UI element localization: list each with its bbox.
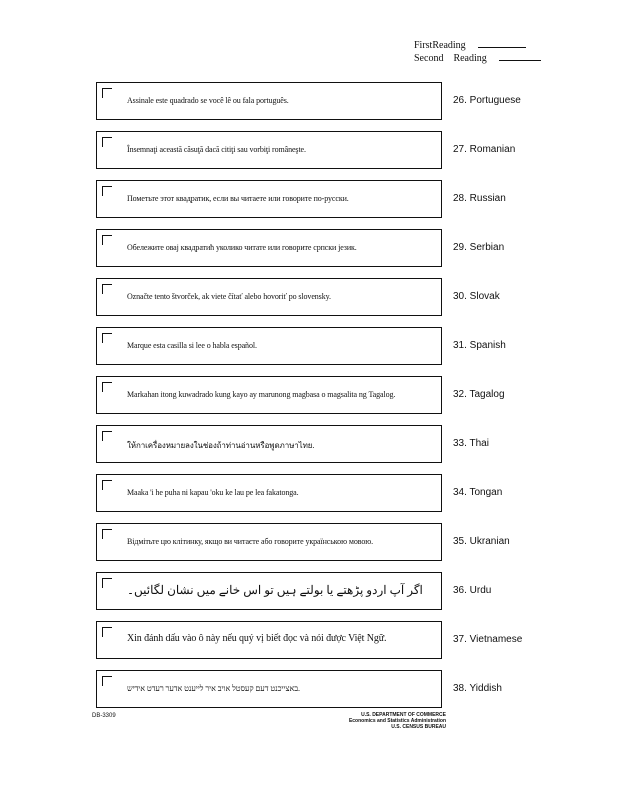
language-phrase-box — [96, 229, 442, 267]
language-row — [96, 180, 526, 220]
language-row — [96, 327, 526, 367]
phrase-text: اگر آپ اردو پڑھتے یا بولتے ہیں تو اس خانے میں نشان لگائیں۔ — [127, 583, 423, 597]
department-name: U.S. DEPARTMENT OF COMMERCE — [361, 712, 446, 718]
language-phrase-box — [96, 523, 442, 561]
language-phrase-box — [96, 425, 442, 463]
checkbox[interactable] — [102, 88, 112, 98]
first-reading-label: FirstReading — [414, 40, 466, 51]
checkbox[interactable] — [102, 529, 112, 539]
phrase-text: באצייכנט דעם קעסטל אויב איר לייענט אדער רעדט אידיש. — [127, 684, 300, 693]
second-reading-label: Second Reading — [414, 53, 487, 64]
phrase-text: Marque esta casilla si lee o habla español. — [127, 341, 257, 350]
language-label: 37. Vietnamese — [453, 634, 523, 645]
language-row — [96, 621, 526, 661]
phrase-text: Markahan itong kuwadrado kung kayo ay marunong magbasa o magsalita ng Tagalog. — [127, 390, 396, 399]
department-block — [346, 712, 446, 730]
checkbox[interactable] — [102, 480, 112, 490]
language-phrase-box — [96, 670, 442, 708]
checkbox[interactable] — [102, 382, 112, 392]
language-phrase-box — [96, 131, 442, 169]
language-label: 35. Ukranian — [453, 536, 510, 547]
language-phrase-box — [96, 572, 442, 610]
checkbox[interactable] — [102, 333, 112, 343]
language-label: 33. Thai — [453, 438, 489, 449]
language-phrase-box — [96, 180, 442, 218]
language-row — [96, 523, 526, 563]
language-row — [96, 670, 526, 710]
phrase-text: Assinale este quadrado se você lê ou fala português. — [127, 96, 289, 105]
language-row — [96, 82, 526, 122]
phrase-text: Označte tento štvorček, ak viete čítať alebo hovoriť po slovensky. — [127, 292, 331, 301]
language-label: 31. Spanish — [453, 340, 506, 351]
language-row — [96, 131, 526, 171]
language-phrase-box — [96, 327, 442, 365]
phrase-text: ให้กาเครื่องหมายลงในช่องถ้าท่านอ่านหรือพูดภาษาไทย. — [127, 441, 315, 450]
bureau-name: U.S. CENSUS BUREAU — [391, 724, 446, 730]
second-reading-line[interactable] — [499, 51, 541, 61]
checkbox[interactable] — [102, 431, 112, 441]
language-label: 27. Romanian — [453, 144, 516, 155]
form-id: DB-3309 — [92, 713, 116, 719]
administration-name: Economics and Statistics Administration — [348, 718, 446, 724]
language-phrase-box — [96, 621, 442, 659]
language-label: 34. Tongan — [453, 487, 503, 498]
phrase-text: Пометьте этот квадратик, если вы читаете или говорите по-русски. — [127, 194, 349, 203]
phrase-text: Xin đánh dấu vào ô này nếu quý vị biết đọc và nói được Việt Ngữ. — [127, 633, 387, 644]
checkbox[interactable] — [102, 137, 112, 147]
language-phrase-box — [96, 278, 442, 316]
language-row — [96, 425, 526, 465]
checkbox[interactable] — [102, 284, 112, 294]
second-reading-field — [414, 51, 541, 64]
checkbox[interactable] — [102, 676, 112, 686]
language-label: 28. Russian — [453, 193, 506, 204]
language-row — [96, 278, 526, 318]
checkbox[interactable] — [102, 578, 112, 588]
language-label: 36. Urdu — [453, 585, 492, 596]
first-reading-field — [414, 38, 526, 51]
language-row — [96, 474, 526, 514]
phrase-text: Maaka 'i he puha ni kapau 'oku ke lau pe lea fakatonga. — [127, 488, 299, 497]
language-phrase-box — [96, 82, 442, 120]
checkbox[interactable] — [102, 627, 112, 637]
language-label: 38. Yiddish — [453, 683, 502, 694]
phrase-text: Обележите овај квадратић уколико читате или говорите српски језик. — [127, 243, 357, 252]
language-row — [96, 376, 526, 416]
checkbox[interactable] — [102, 235, 112, 245]
language-label: 30. Slovak — [453, 291, 500, 302]
language-label: 32. Tagalog — [453, 389, 505, 400]
language-phrase-box — [96, 474, 442, 512]
language-row — [96, 229, 526, 269]
language-label: 26. Portuguese — [453, 95, 521, 106]
language-label: 29. Serbian — [453, 242, 505, 253]
checkbox[interactable] — [102, 186, 112, 196]
phrase-text: Відмітьте цю клітинку, якщо ви читаєте або говорите українською мовою. — [127, 537, 374, 546]
language-row — [96, 572, 526, 612]
language-phrase-box — [96, 376, 442, 414]
phrase-text: Însemnaţi această căsuţă dacă citiţi sau vorbiţi româneşte. — [127, 145, 306, 154]
first-reading-line[interactable] — [478, 38, 526, 48]
